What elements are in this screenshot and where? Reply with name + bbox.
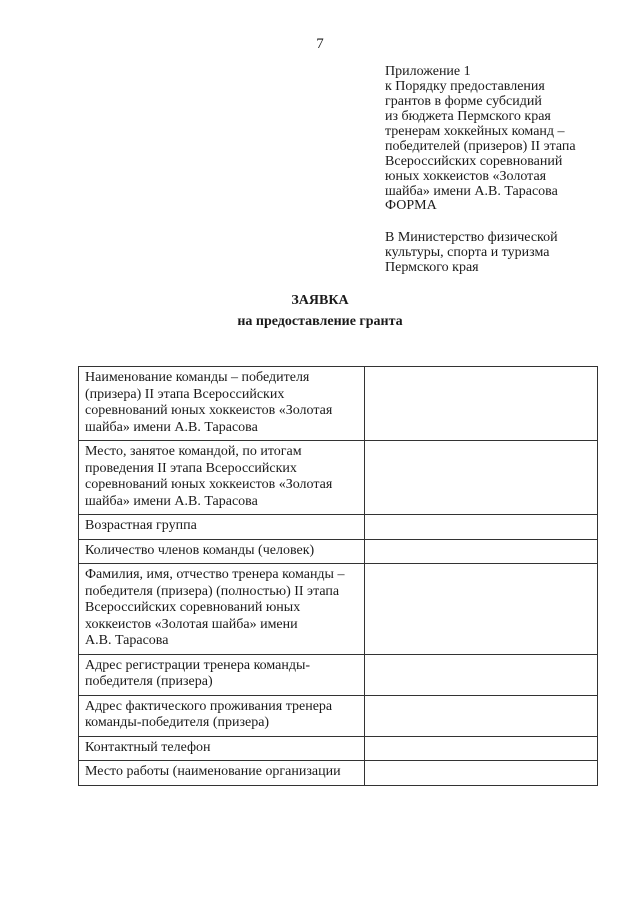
field-label-line: Контактный телефон xyxy=(85,739,211,755)
field-label-line: проведения II этапа Всероссийских xyxy=(85,460,297,476)
field-label-line: Наименование команды – победителя xyxy=(85,370,310,385)
field-value-cell[interactable] xyxy=(364,761,597,786)
appendix-line: Приложение 1 xyxy=(385,64,471,79)
field-label-line: шайба» имени А.В. Тарасова xyxy=(85,493,258,509)
addressee-line: культуры, спорта и туризма xyxy=(385,245,550,260)
field-value-cell[interactable] xyxy=(364,564,597,655)
field-value-cell[interactable] xyxy=(364,654,597,695)
field-label-cell xyxy=(79,367,365,441)
document-title: ЗАЯВКА xyxy=(291,293,349,308)
table-row xyxy=(79,736,598,761)
field-label-line: Фамилия, имя, отчество тренера команды – xyxy=(85,567,345,582)
field-label-line: команды-победителя (призера) xyxy=(85,715,270,730)
field-label-cell xyxy=(79,441,365,515)
document-subtitle: на предоставление гранта xyxy=(237,314,403,329)
field-value-cell[interactable] xyxy=(364,515,597,540)
addressee-line: Пермского края xyxy=(385,260,479,275)
field-label-line: победителя (призера) xyxy=(85,674,213,689)
field-label-line: шайба» имени А.В. Тарасова xyxy=(85,419,258,435)
table-row xyxy=(79,539,598,564)
field-label-cell xyxy=(79,539,365,564)
addressee-line: В Министерство физической xyxy=(385,230,558,245)
field-label-line: Количество членов команды (человек) xyxy=(85,542,315,558)
field-label-cell xyxy=(79,761,365,786)
field-value-cell[interactable] xyxy=(364,695,597,736)
appendix-line: Всероссийских соревнований xyxy=(385,154,563,169)
field-label-line: соревнований юных хоккеистов «Золотая xyxy=(85,477,333,492)
appendix-line: победителей (призеров) II этапа xyxy=(385,139,576,154)
table-row xyxy=(79,761,598,786)
appendix-line: из бюджета Пермского края xyxy=(385,109,551,124)
appendix-line: юных хоккеистов «Золотая xyxy=(385,169,547,184)
table-row xyxy=(79,515,598,540)
form-label: ФОРМА xyxy=(385,198,437,213)
field-value-cell[interactable] xyxy=(364,539,597,564)
field-label-cell xyxy=(79,654,365,695)
field-label-line: Возрастная группа xyxy=(85,518,197,533)
field-label-line: Место, занятое командой, по итогам xyxy=(85,444,302,459)
field-label-line: (призера) II этапа Всероссийских xyxy=(85,386,285,402)
table-row xyxy=(79,367,598,441)
field-value-cell[interactable] xyxy=(364,441,597,515)
field-label-line: Всероссийских соревнований юных xyxy=(85,600,301,615)
field-label-cell xyxy=(79,515,365,540)
appendix-line: к Порядку предоставления xyxy=(385,79,545,94)
table-row xyxy=(79,695,598,736)
page-number: 7 xyxy=(316,36,324,52)
field-label-line: А.В. Тарасова xyxy=(85,633,169,648)
field-label-cell xyxy=(79,564,365,655)
field-label-line: Адрес регистрации тренера команды- xyxy=(85,657,311,673)
table-row xyxy=(79,441,598,515)
appendix-heading xyxy=(385,64,625,199)
field-label-line: победителя (призера) (полностью) II этапа xyxy=(85,583,340,599)
application-form-table xyxy=(78,366,598,786)
table-row xyxy=(79,654,598,695)
addressee-block xyxy=(385,230,625,275)
field-value-cell[interactable] xyxy=(364,736,597,761)
field-label-cell xyxy=(79,695,365,736)
field-label-line: соревнований юных хоккеистов «Золотая xyxy=(85,403,333,418)
table-row xyxy=(79,564,598,655)
field-label-line: Адрес фактического проживания тренера xyxy=(85,698,333,714)
appendix-line: тренерам хоккейных команд – xyxy=(385,124,565,139)
appendix-line: шайба» имени А.В. Тарасова xyxy=(385,184,558,199)
field-label-cell xyxy=(79,736,365,761)
field-value-cell[interactable] xyxy=(364,367,597,441)
appendix-line: грантов в форме субсидий xyxy=(385,94,542,109)
field-label-line: хоккеистов «Золотая шайба» имени xyxy=(85,616,298,632)
field-label-line: Место работы (наименование организации xyxy=(85,764,341,779)
